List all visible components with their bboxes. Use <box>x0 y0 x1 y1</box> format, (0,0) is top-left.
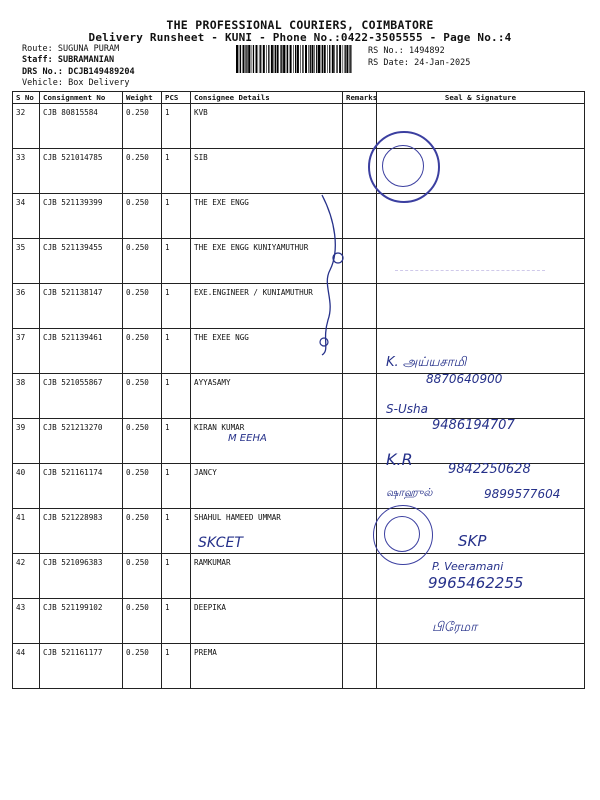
row-pcs-cell: 1 <box>162 644 191 689</box>
vehicle-label: Vehicle: <box>22 78 63 88</box>
barcode-bar <box>243 45 245 73</box>
row-consignment-cell: CJB 521199102 <box>40 599 123 644</box>
col-consignment-header: Consignment No <box>40 92 123 104</box>
row-weight-cell: 0.250 <box>123 149 162 194</box>
barcode-bar <box>251 45 252 73</box>
row-consignment-cell: CJB 521055867 <box>40 374 123 419</box>
row-weight-cell: 0.250 <box>123 554 162 599</box>
row-consignment-cell: CJB 521139399 <box>40 194 123 239</box>
barcode-bar <box>239 45 240 73</box>
row-consignee-cell: KIRAN KUMAR <box>191 419 343 464</box>
row-weight-cell: 0.250 <box>123 329 162 374</box>
row38-signature: K. அய்யசாமி <box>386 355 467 370</box>
barcode-bar <box>268 45 269 73</box>
row-sno-cell: 34 <box>13 194 40 239</box>
barcode-bar <box>314 45 315 73</box>
row-consignee-cell: DEEPIKA <box>191 599 343 644</box>
col-remarks-header: Remarks <box>343 92 377 104</box>
barcode-bar <box>256 45 258 73</box>
table-row <box>13 599 585 644</box>
institution-seal-inner <box>384 516 420 552</box>
barcode-bar <box>290 45 292 73</box>
barcode-bar <box>277 45 279 73</box>
row-sno-cell: 43 <box>13 599 40 644</box>
vehicle-line <box>22 78 130 88</box>
row-weight-cell: 0.250 <box>123 599 162 644</box>
table-row <box>13 509 585 554</box>
barcode-bar <box>287 45 288 73</box>
row-pcs-cell: 1 <box>162 554 191 599</box>
barcode-bar <box>346 45 348 73</box>
barcode-bar <box>300 45 301 73</box>
row-weight-cell: 0.250 <box>123 284 162 329</box>
barcode-bar <box>332 45 334 73</box>
row-remarks-cell <box>343 509 377 554</box>
staff-value: SUBRAMANIAN <box>57 55 115 65</box>
row44-signature: பிரேமா <box>432 620 478 635</box>
runsheet-title: Delivery Runsheet - KUNI - Phone No.:0422-3505555 - Page No.:4 <box>88 31 512 44</box>
rs-date-line <box>368 58 470 68</box>
row41-phone: 9899577604 <box>484 487 561 501</box>
company-title: THE PROFESSIONAL COURIERS, COIMBATORE <box>166 18 434 32</box>
barcode-bar <box>281 45 282 73</box>
row-pcs-cell: 1 <box>162 194 191 239</box>
vehicle-value: Box Delivery <box>68 78 130 88</box>
row-consignment-cell: CJB 521096383 <box>40 554 123 599</box>
drs-label: DRS No.: <box>22 67 63 77</box>
row-consignee-cell: JANCY <box>191 464 343 509</box>
row-sno-cell: 39 <box>13 419 40 464</box>
barcode-bar <box>318 45 320 73</box>
row-weight-cell: 0.250 <box>123 419 162 464</box>
rs-no-label: RS No.: <box>368 46 404 56</box>
barcode-bar <box>266 45 267 73</box>
row-weight-cell: 0.250 <box>123 239 162 284</box>
row-sno-cell: 37 <box>13 329 40 374</box>
row-consignment-cell: CJB 521138147 <box>40 284 123 329</box>
staff-label: Staff: <box>22 55 53 65</box>
row-remarks-cell <box>343 599 377 644</box>
barcode-bar <box>259 45 260 73</box>
row-sno-cell: 38 <box>13 374 40 419</box>
barcode-bar <box>293 45 294 73</box>
barcode-bar <box>334 45 335 73</box>
barcode-bar <box>336 45 337 73</box>
row40-signature: K.R <box>386 450 413 469</box>
row38-phone: 8870640900 <box>426 372 503 386</box>
row-pcs-cell: 1 <box>162 104 191 149</box>
row-sno-cell: 44 <box>13 644 40 689</box>
barcode-bar <box>308 45 309 73</box>
row-weight-cell: 0.250 <box>123 104 162 149</box>
barcode-bar <box>305 45 307 73</box>
row-consignment-cell: CJB 80815584 <box>40 104 123 149</box>
row-pcs-cell: 1 <box>162 509 191 554</box>
row-consignee-cell: EXE.ENGINEER / KUNIAMUTHUR <box>191 284 343 329</box>
barcode-bar <box>302 45 303 73</box>
barcode-bar <box>245 45 246 73</box>
barcode-bar <box>350 45 351 73</box>
barcode-bar <box>236 45 238 73</box>
rs-no-line <box>368 46 445 56</box>
jancy-handwritten-note: M EEHA <box>228 433 267 444</box>
row-consignee-cell: KVB <box>191 104 343 149</box>
row-pcs-cell: 1 <box>162 599 191 644</box>
drs-line <box>22 67 135 77</box>
col-sno-header: S No <box>13 92 40 104</box>
row-seal-cell <box>377 599 585 644</box>
row-pcs-cell: 1 <box>162 329 191 374</box>
barcode-image <box>236 45 354 73</box>
bracket-scribble-mark <box>300 190 360 360</box>
ramkumar-handwritten-note: SKCEТ <box>198 535 243 551</box>
row-sno-cell: 36 <box>13 284 40 329</box>
barcode-bar <box>260 45 261 73</box>
row40-phone: 9842250628 <box>448 462 531 477</box>
row42-signature: SKP <box>458 532 487 550</box>
col-consignee-header: Consignee Details <box>191 92 343 104</box>
route-value: SUGUNA PURAM <box>57 44 120 54</box>
row43-signature: P. Veeramani <box>432 560 504 573</box>
table-row <box>13 644 585 689</box>
barcode-bar <box>295 45 296 73</box>
barcode-bar <box>297 45 299 73</box>
col-weight-header: Weight <box>123 92 162 104</box>
row-consignee-cell: THE EXEE NGG <box>191 329 343 374</box>
runsheet-table <box>12 91 585 689</box>
row-consignee-cell: SHAHUL HAMEED UMMAR <box>191 509 343 554</box>
row-pcs-cell: 1 <box>162 239 191 284</box>
barcode-bar <box>345 45 346 73</box>
row-consignment-cell: CJB 521161174 <box>40 464 123 509</box>
row-remarks-cell <box>343 554 377 599</box>
barcode-bar <box>275 45 276 73</box>
barcode-bar <box>339 45 341 73</box>
row-remarks-cell <box>343 464 377 509</box>
barcode-bar <box>253 45 254 73</box>
row39-signature: S-Usha <box>386 402 428 416</box>
row-pcs-cell: 1 <box>162 284 191 329</box>
barcode-bar <box>343 45 344 73</box>
row-consignee-cell: RAMKUMAR <box>191 554 343 599</box>
row-sno-cell: 42 <box>13 554 40 599</box>
row-consignee-cell: AYYASAMY <box>191 374 343 419</box>
col-seal-header: Seal & Signature <box>377 92 585 104</box>
barcode-bar <box>274 45 275 73</box>
row-consignment-cell: CJB 521161177 <box>40 644 123 689</box>
table-row <box>13 329 585 374</box>
row-consignee-cell: THE EXE ENGG <box>191 194 343 239</box>
barcode-bar <box>321 45 322 73</box>
row-consignment-cell: CJB 521139461 <box>40 329 123 374</box>
barcode-bar <box>329 45 330 73</box>
row-weight-cell: 0.250 <box>123 644 162 689</box>
row-consignee-cell: THE EXE ENGG KUNIYAMUTHUR <box>191 239 343 284</box>
rs-date-label: RS Date: <box>368 58 409 68</box>
faded-office-stamp <box>395 210 545 271</box>
row-remarks-cell <box>343 644 377 689</box>
row-seal-cell <box>377 644 585 689</box>
barcode-bar <box>316 45 317 73</box>
rs-date-value: 24-Jan-2025 <box>414 58 471 68</box>
row41-signature: ஷாஹுல் <box>386 486 433 499</box>
row-consignment-cell: CJB 521213270 <box>40 419 123 464</box>
row43-phone: 9965462255 <box>428 574 524 592</box>
row-weight-cell: 0.250 <box>123 194 162 239</box>
barcode-bar <box>283 45 285 73</box>
row-sno-cell: 32 <box>13 104 40 149</box>
table-row <box>13 284 585 329</box>
row-consignee-cell: SIB <box>191 149 343 194</box>
barcode-bar <box>312 45 314 73</box>
row-sno-cell: 40 <box>13 464 40 509</box>
route-label: Route: <box>22 44 53 54</box>
row-weight-cell: 0.250 <box>123 509 162 554</box>
barcode-bar <box>271 45 273 73</box>
row-remarks-cell <box>343 419 377 464</box>
row-weight-cell: 0.250 <box>123 374 162 419</box>
table-row <box>13 149 585 194</box>
barcode-bar <box>310 45 311 73</box>
barcode-bar <box>327 45 328 73</box>
row-consignment-cell: CJB 521228983 <box>40 509 123 554</box>
row-pcs-cell: 1 <box>162 149 191 194</box>
row-pcs-cell: 1 <box>162 464 191 509</box>
barcode-bar <box>349 45 350 73</box>
row-remarks-cell <box>343 104 377 149</box>
rs-no-value: 1494892 <box>408 46 445 56</box>
table-body <box>13 104 585 689</box>
table-row <box>13 104 585 149</box>
round-seal-inner <box>382 145 424 187</box>
route-line <box>22 44 119 54</box>
barcode-bar <box>240 45 241 73</box>
row-sno-cell: 33 <box>13 149 40 194</box>
row-sno-cell: 35 <box>13 239 40 284</box>
row-consignee-cell: PREMA <box>191 644 343 689</box>
row-consignment-cell: CJB 521139455 <box>40 239 123 284</box>
barcode-bar <box>263 45 265 73</box>
row-seal-cell <box>377 284 585 329</box>
drs-value: DCJB149489204 <box>68 67 135 77</box>
barcode-bar <box>280 45 281 73</box>
round-seal-stamp <box>368 131 440 203</box>
row-pcs-cell: 1 <box>162 374 191 419</box>
row-pcs-cell: 1 <box>162 419 191 464</box>
table-header-row <box>13 92 585 104</box>
row-sno-cell: 41 <box>13 509 40 554</box>
barcode-bar <box>322 45 323 73</box>
institution-seal-stamp <box>373 505 433 565</box>
barcode-bar <box>324 45 326 73</box>
barcode-bar <box>286 45 287 73</box>
barcode-bar <box>246 45 247 73</box>
row-consignment-cell: CJB 521014785 <box>40 149 123 194</box>
staff-line <box>22 55 114 65</box>
barcode-bar <box>248 45 250 73</box>
row-remarks-cell <box>343 374 377 419</box>
row39-phone: 9486194707 <box>432 418 515 433</box>
row-weight-cell: 0.250 <box>123 464 162 509</box>
col-pcs-header: PCS <box>162 92 191 104</box>
